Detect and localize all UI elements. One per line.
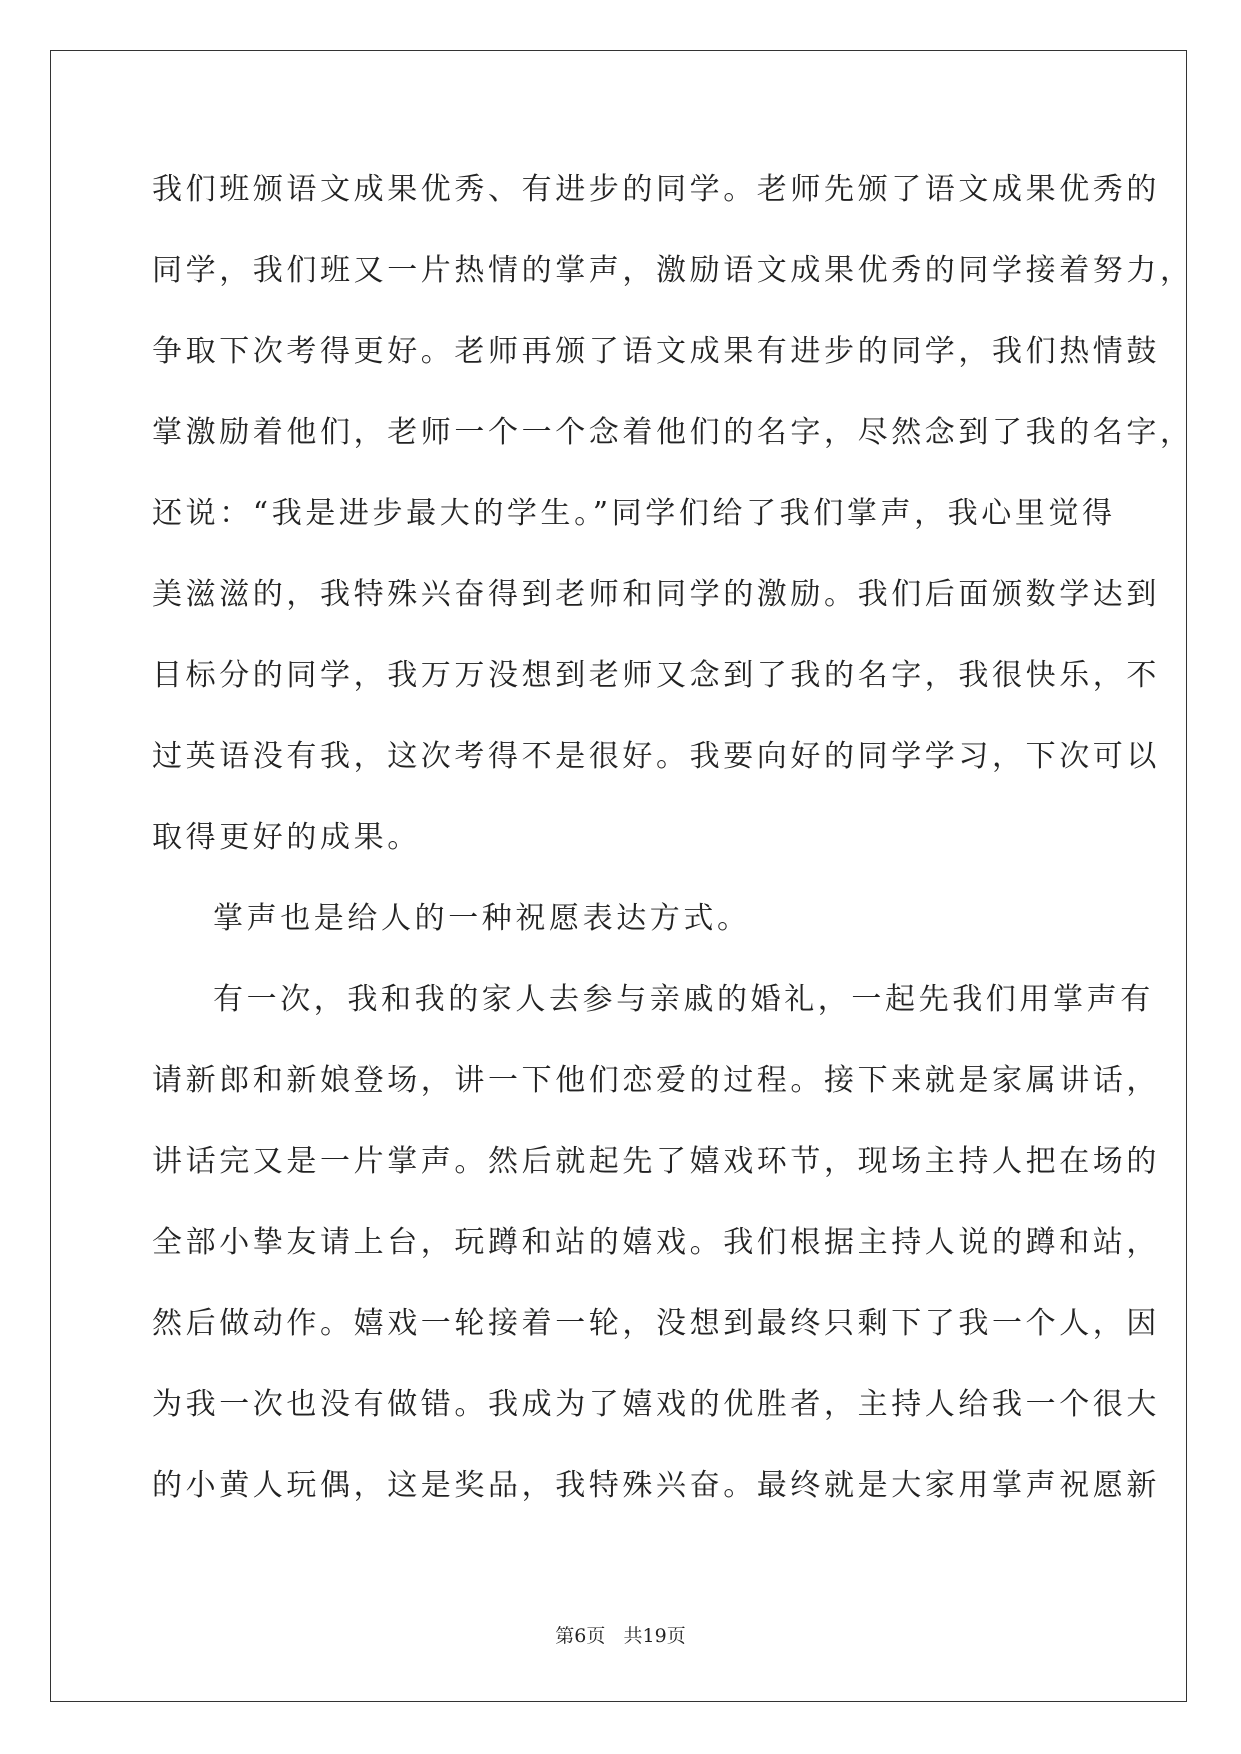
paragraph-line: 为我一次也没有做错。我成为了嬉戏的优胜者，主持人给我一个很大: [152, 1387, 1160, 1422]
paragraph-line: 我们班颁语文成果优秀、有进步的同学。老师先颁了语文成果优秀的: [152, 172, 1160, 207]
paragraph-line: 还说：“我是进步最大的学生。”同学们给了我们掌声，我心里觉得: [152, 496, 1116, 531]
paragraph-line: 有一次，我和我的家人去参与亲戚的婚礼，一起先我们用掌声有: [213, 982, 1154, 1017]
paragraph-line: 取得更好的成果。: [152, 820, 421, 855]
paragraph-line: 全部小挚友请上台，玩蹲和站的嬉戏。我们根据主持人说的蹲和站，: [152, 1225, 1160, 1260]
paragraph-line: 争取下次考得更好。老师再颁了语文成果有进步的同学，我们热情鼓: [152, 334, 1160, 369]
page-footer: [0, 1624, 1241, 1648]
footer-spacer: [605, 1625, 623, 1647]
paragraph-line: 过英语没有我，这次考得不是很好。我要向好的同学学习，下次可以: [152, 739, 1160, 774]
page-number: 第6页: [555, 1625, 606, 1647]
page-total: 共19页: [623, 1625, 686, 1647]
paragraph-line: 目标分的同学，我万万没想到老师又念到了我的名字，我很快乐，不: [152, 658, 1160, 693]
paragraph-line: 讲话完又是一片掌声。然后就起先了嬉戏环节，现场主持人把在场的: [152, 1144, 1160, 1179]
paragraph-line: 然后做动作。嬉戏一轮接着一轮，没想到最终只剩下了我一个人，因: [152, 1306, 1160, 1341]
paragraph-line: 美滋滋的，我特殊兴奋得到老师和同学的激励。我们后面颁数学达到: [152, 577, 1160, 612]
paragraph-line: 掌声也是给人的一种祝愿表达方式。: [213, 901, 751, 936]
paragraph-line: 同学，我们班又一片热情的掌声，激励语文成果优秀的同学接着努力，: [152, 253, 1194, 288]
paragraph-line: 请新郎和新娘登场，讲一下他们恋爱的过程。接下来就是家属讲话，: [152, 1063, 1160, 1098]
paragraph-line: 的小黄人玩偶，这是奖品，我特殊兴奋。最终就是大家用掌声祝愿新: [152, 1468, 1160, 1503]
page-frame: [50, 50, 1194, 1702]
paragraph-line: 掌激励着他们，老师一个一个念着他们的名字，尽然念到了我的名字，: [152, 415, 1194, 450]
